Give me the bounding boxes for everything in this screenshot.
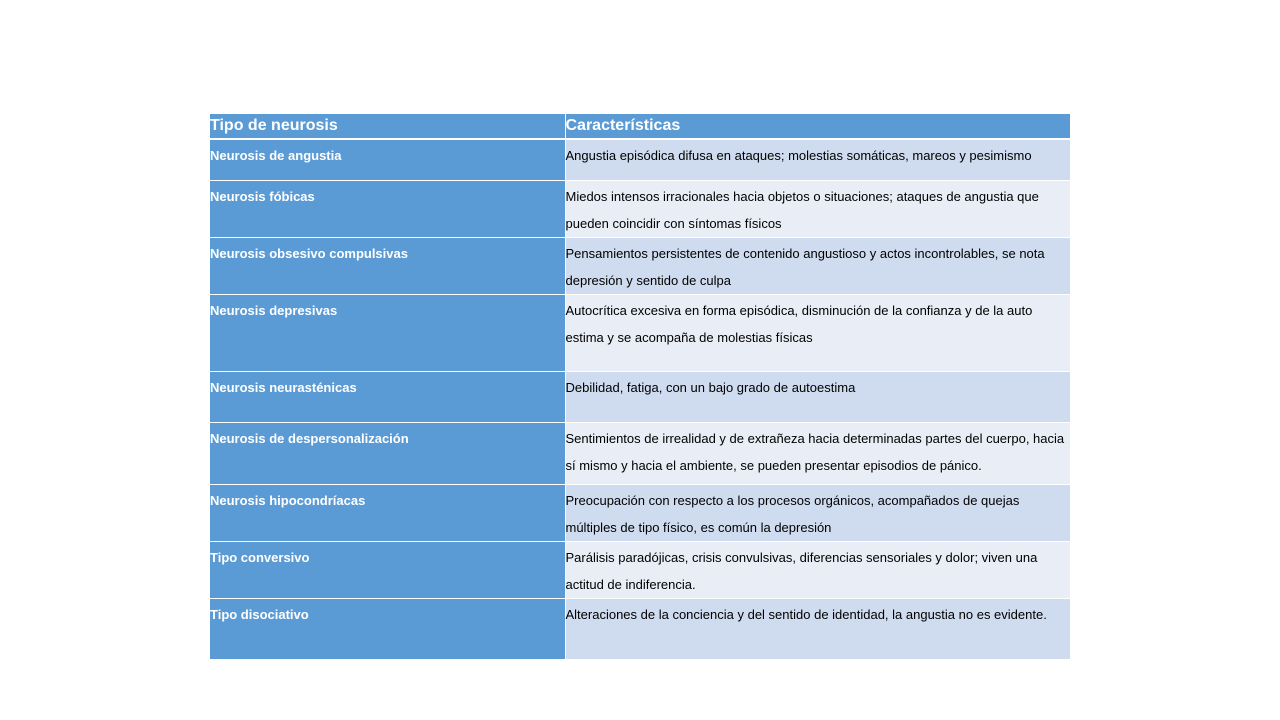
neurosis-type: Neurosis hipocondríacas bbox=[210, 484, 565, 541]
neurosis-description: Debilidad, fatiga, con un bajo grado de autoestima bbox=[565, 371, 1070, 422]
table-row bbox=[210, 237, 1070, 294]
table-row bbox=[210, 294, 1070, 371]
table-row bbox=[210, 139, 1070, 180]
neurosis-description: Autocrítica excesiva en forma episódica, disminución de la confianza y de la auto estima y se acompaña de molestias físicas bbox=[565, 294, 1070, 371]
neurosis-description: Alteraciones de la conciencia y del sentido de identidad, la angustia no es evidente. bbox=[565, 598, 1070, 659]
neurosis-description: Sentimientos de irrealidad y de extrañeza hacia determinadas partes del cuerpo, hacia sí mismo y hacia el ambiente, se pueden presentar episodios de pánico. bbox=[565, 422, 1070, 484]
neurosis-description: Preocupación con respecto a los procesos orgánicos, acompañados de quejas múltiples de tipo físico, es común la depresión bbox=[565, 484, 1070, 541]
header-caracteristicas: Características bbox=[565, 114, 1070, 139]
table-header-row bbox=[210, 114, 1070, 139]
table-row bbox=[210, 371, 1070, 422]
neurosis-table bbox=[210, 114, 1071, 660]
neurosis-type: Tipo disociativo bbox=[210, 598, 565, 659]
neurosis-type: Neurosis obsesivo compulsivas bbox=[210, 237, 565, 294]
header-tipo-de-neurosis: Tipo de neurosis bbox=[210, 114, 565, 139]
neurosis-description: Pensamientos persistentes de contenido angustioso y actos incontrolables, se nota depresión y sentido de culpa bbox=[565, 237, 1070, 294]
table-row bbox=[210, 598, 1070, 659]
neurosis-type: Neurosis neurasténicas bbox=[210, 371, 565, 422]
neurosis-type: Neurosis fóbicas bbox=[210, 180, 565, 237]
table-row bbox=[210, 541, 1070, 598]
neurosis-description: Parálisis paradójicas, crisis convulsivas, diferencias sensoriales y dolor; viven una actitud de indiferencia. bbox=[565, 541, 1070, 598]
neurosis-type: Neurosis de despersonalización bbox=[210, 422, 565, 484]
table-row bbox=[210, 180, 1070, 237]
neurosis-type: Neurosis depresivas bbox=[210, 294, 565, 371]
table-row bbox=[210, 484, 1070, 541]
neurosis-type: Neurosis de angustia bbox=[210, 139, 565, 180]
neurosis-description: Miedos intensos irracionales hacia objetos o situaciones; ataques de angustia que pueden coincidir con síntomas físicos bbox=[565, 180, 1070, 237]
neurosis-description: Angustia episódica difusa en ataques; molestias somáticas, mareos y pesimismo bbox=[565, 139, 1070, 180]
table-row bbox=[210, 422, 1070, 484]
neurosis-type: Tipo conversivo bbox=[210, 541, 565, 598]
